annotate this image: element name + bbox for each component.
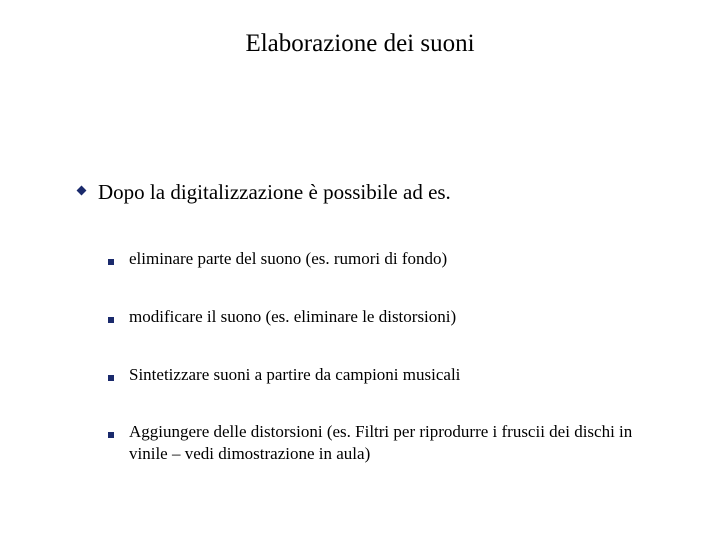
square-bullet-icon bbox=[108, 432, 114, 438]
main-bullet-text: Dopo la digitalizzazione è possibile ad es. bbox=[98, 180, 451, 204]
square-bullet-icon bbox=[108, 259, 114, 265]
sub-bullet-text: modificare il suono (es. eliminare le distorsioni) bbox=[129, 307, 457, 326]
slide-title: Elaborazione dei suoni bbox=[245, 30, 475, 57]
sub-bullet-text: eliminare parte del suono (es. rumori di fondo) bbox=[129, 249, 448, 268]
diamond-bullet-icon bbox=[77, 186, 87, 196]
square-bullet-icon bbox=[108, 317, 114, 323]
sub-bullet-text: Aggiungere delle distorsioni (es. Filtri per riprodurre i fruscii dei dischi in vinile – vedi dimostrazione in aula) bbox=[129, 422, 633, 463]
sub-bullet-text: Sintetizzare suoni a partire da campioni musicali bbox=[129, 365, 461, 384]
square-bullet-icon bbox=[108, 375, 114, 381]
